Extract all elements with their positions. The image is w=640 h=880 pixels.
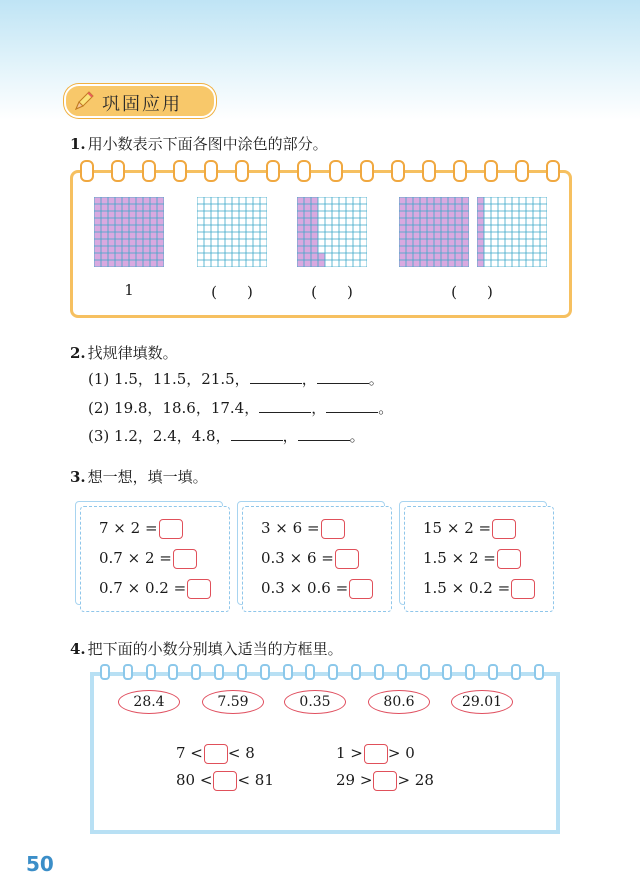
q3-eq: 0.3 × 0.6 = bbox=[261, 579, 373, 599]
q1-grid-4b bbox=[477, 197, 547, 267]
q4-ineq-2: 1 > > 0 bbox=[336, 744, 415, 762]
q3-eq: 1.5 × 0.2 = bbox=[423, 579, 535, 599]
q2-line-3: (3) 1.2，2.4，4.8， ， 。 bbox=[88, 427, 365, 445]
q2-title bbox=[70, 342, 178, 363]
q3-number: 3. bbox=[70, 468, 86, 486]
answer-box[interactable] bbox=[173, 549, 197, 569]
q2-blank[interactable] bbox=[250, 369, 302, 384]
shaded-cell bbox=[318, 253, 325, 260]
answer-box[interactable] bbox=[349, 579, 373, 599]
number-oval[interactable]: 80.6 bbox=[368, 690, 430, 714]
section-tag bbox=[64, 84, 216, 118]
shaded-cell bbox=[318, 260, 325, 267]
q1-answer-4[interactable]: ( ) bbox=[451, 283, 493, 301]
q3-eq: 7 × 2 = bbox=[99, 519, 183, 539]
answer-box[interactable] bbox=[213, 771, 237, 791]
q3-text: 想一想，填一填。 bbox=[87, 468, 208, 486]
q2-line-1: (1) 1.5，11.5，21.5， ， 。 bbox=[88, 370, 384, 388]
q2-text: 找规律填数。 bbox=[87, 344, 178, 362]
q3-card-3 bbox=[404, 506, 554, 612]
q1-answer-2[interactable]: ( ) bbox=[211, 283, 253, 301]
q1-grid-2 bbox=[197, 197, 267, 267]
q1-title bbox=[70, 133, 328, 154]
q1-text: 用小数表示下面各图中涂色的部分。 bbox=[87, 135, 328, 153]
q4-rings bbox=[100, 664, 544, 678]
answer-box[interactable] bbox=[511, 579, 535, 599]
answer-box[interactable] bbox=[492, 519, 516, 539]
q3-eq: 1.5 × 2 = bbox=[423, 549, 521, 569]
answer-box[interactable] bbox=[204, 744, 228, 764]
q2-blank[interactable] bbox=[326, 398, 378, 413]
q2-blank[interactable] bbox=[231, 426, 283, 441]
answer-box[interactable] bbox=[321, 519, 345, 539]
q4-ineq-1: 7 < < 8 bbox=[176, 744, 255, 762]
number-oval[interactable]: 28.4 bbox=[118, 690, 180, 714]
q4-number: 4. bbox=[70, 640, 86, 658]
q3-eq: 0.7 × 2 = bbox=[99, 549, 197, 569]
q3-card-2 bbox=[242, 506, 392, 612]
q4-title bbox=[70, 638, 343, 659]
q2-blank[interactable] bbox=[298, 426, 350, 441]
q3-eq: 0.3 × 6 = bbox=[261, 549, 359, 569]
q2-number: 2. bbox=[70, 344, 86, 362]
number-oval[interactable]: 7.59 bbox=[202, 690, 264, 714]
answer-box[interactable] bbox=[159, 519, 183, 539]
q1-number: 1. bbox=[70, 135, 86, 153]
q1-rings bbox=[80, 160, 560, 180]
q1-label-1: 1 bbox=[124, 281, 134, 299]
q1-answer-3[interactable]: ( ) bbox=[311, 283, 353, 301]
q3-eq: 3 × 6 = bbox=[261, 519, 345, 539]
q4-ineq-3: 80 < < 81 bbox=[176, 771, 274, 789]
pencil-icon bbox=[72, 89, 96, 113]
q4-ineq-4: 29 > > 28 bbox=[336, 771, 434, 789]
section-title: 巩固应用 bbox=[102, 94, 182, 115]
number-oval[interactable]: 0.35 bbox=[284, 690, 346, 714]
q2-blank[interactable] bbox=[259, 398, 311, 413]
q2-line-2: (2) 19.8，18.6，17.4， ， 。 bbox=[88, 399, 394, 417]
answer-box[interactable] bbox=[497, 549, 521, 569]
answer-box[interactable] bbox=[187, 579, 211, 599]
q4-text: 把下面的小数分别填入适当的方框里。 bbox=[87, 640, 343, 658]
answer-box[interactable] bbox=[364, 744, 388, 764]
answer-box[interactable] bbox=[335, 549, 359, 569]
answer-box[interactable] bbox=[373, 771, 397, 791]
q3-card-1 bbox=[80, 506, 230, 612]
q1-grid-4a bbox=[399, 197, 469, 267]
q1-grid-3 bbox=[297, 197, 367, 267]
number-oval[interactable]: 29.01 bbox=[451, 690, 513, 714]
q3-title bbox=[70, 466, 208, 487]
page-number: 50 bbox=[26, 852, 54, 876]
q2-blank[interactable] bbox=[317, 369, 369, 384]
q3-eq: 0.7 × 0.2 = bbox=[99, 579, 211, 599]
q1-grid-1 bbox=[94, 197, 164, 267]
q3-eq: 15 × 2 = bbox=[423, 519, 516, 539]
